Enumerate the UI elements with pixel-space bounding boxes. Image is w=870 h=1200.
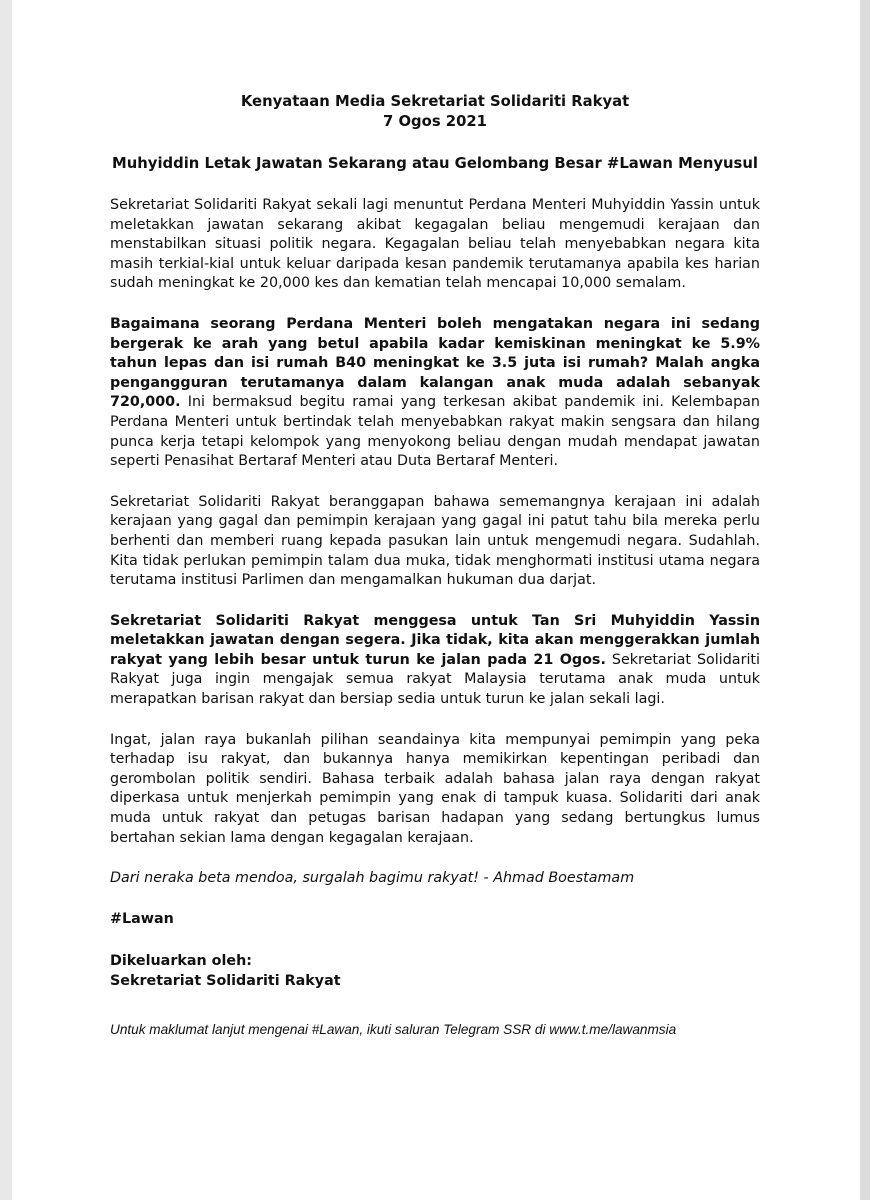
issuer-block (110, 951, 760, 991)
paragraph-2-bold: Bagaimana seorang Perdana Menteri boleh mengatakan negara ini sedang bergerak ke arah yang betul apabila kadar kemiskinan meningkat ke 5.9% tahun lepas dan isi rumah B40 meningkat ke 3.5 juta isi rumah? Malah angka pengangguran terutamanya dalam kalangan anak muda adalah sebanyak 720,000. (110, 315, 760, 411)
page-right-edge (860, 0, 870, 1200)
page-left-edge (0, 0, 12, 1200)
paragraph-3: Sekretariat Solidariti Rakyat beranggapan bahawa sememangnya kerajaan ini adalah kerajaan yang gagal dan pemimpin kerajaan yang gagal ini patut tahu bila mereka perlu berhenti dan memberi ruang kepada pasukan lain untuk mengemudi negara. Sudahlah. Kita tidak perlukan pemimpin talam dua muka, tidak menghormati institusi utama negara terutama institusi Parlimen dan mengamalkan hukuman dua darjat. (110, 493, 760, 589)
press-statement (110, 92, 760, 1039)
paragraph-4-bold: Sekretariat Solidariti Rakyat menggesa untuk Tan Sri Muhyiddin Yassin meletakkan jawatan dengan segera. Jika tidak, kita akan menggerakkan jumlah rakyat yang lebih besar untuk turun ke jalan pada 21 Ogos. (110, 612, 760, 668)
issuer-label: Dikeluarkan oleh: (110, 953, 252, 970)
heading-date: 7 Ogos 2021 (383, 113, 487, 130)
heading-org: Kenyataan Media Sekretariat Solidariti Rakyat (240, 93, 630, 110)
footer-note: Untuk maklumat lanjut mengenai #Lawan, ikuti saluran Telegram SSR di www.t.me/lawanmsia (110, 1022, 677, 1038)
hashtag: #Lawan (110, 910, 174, 927)
paragraph-1: Sekretariat Solidariti Rakyat sekali lagi menuntut Perdana Menteri Muhyiddin Yassin untuk meletakkan jawatan sekarang akibat kegagalan beliau mengemudi kerajaan dan menstabilkan situasi politik negara. Kegagalan beliau telah menyebabkan negara kita masih terkial-kial untuk keluar daripada kesan pandemik terutamanya apabila kes harian sudah meningkat ke 20,000 kes dan kematian telah mencapai 10,000 semalam. (110, 197, 760, 292)
issuer-name: Sekretariat Solidariti Rakyat (110, 973, 341, 990)
paragraph-2-text: Ini bermaksud begitu ramai yang terkesan akibat pandemik ini. Kelembapan Perdana Menteri untuk bertindak telah menyebabkan rakyat makin sengsara dan hilang punca kerja tetapi kelompok yang menyokong beliau dengan mudah mendapat jawatan seperti Penasihat Bertaraf Menteri atau Duta Bertaraf Menteri. (110, 394, 760, 470)
paragraph-4 (110, 612, 760, 710)
paragraph-5: Ingat, jalan raya bukanlah pilihan seandainya kita mempunyai pemimpin yang peka terhadap isu rakyat, dan bukannya hanya memikirkan kepentingan peribadi dan gerombolan politik sendiri. Bahasa terbaik adalah bahasa jalan raya dengan rakyat diperkasa untuk menjerkah pemimpin yang enak di tampuk kuasa. Solidariti dari anak muda untuk rakyat dan petugas barisan hadapan yang sedang bertungkus lumus bertahan sekian lama dengan kegagalan kerajaan. (110, 731, 760, 846)
statement-title: Muhyiddin Letak Jawatan Sekarang atau Gelombang Besar #Lawan Menyusul (112, 155, 758, 172)
closing-quote: Dari neraka beta mendoa, surgalah bagimu rakyat! - Ahmad Boestamam (110, 870, 635, 887)
paragraph-4-text: Sekretariat Solidariti Rakyat juga ingin mengajak semua rakyat Malaysia terutama anak muda untuk merapatkan barisan rakyat dan bersiap sedia untuk turun ke jalan sekali lagi. (110, 651, 760, 708)
statement-heading (110, 92, 760, 132)
paragraph-2 (110, 315, 760, 472)
